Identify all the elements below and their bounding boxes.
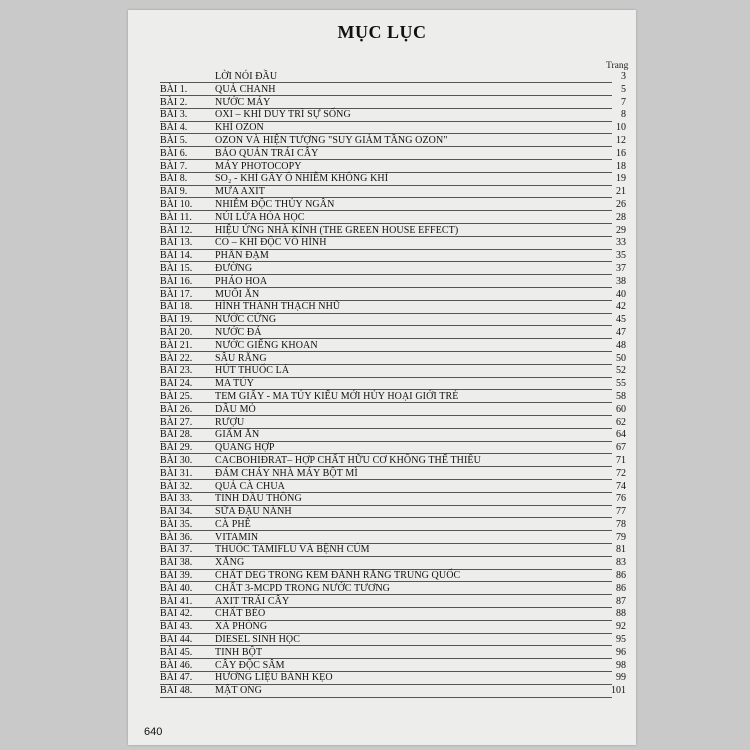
entry-number: BÀI 30.: [160, 454, 193, 466]
entry-title: SỮA ĐẬU NÀNH: [215, 506, 292, 518]
entry-number: BÀI 34.: [160, 506, 193, 518]
entry-title: QUANG HỢP: [215, 442, 275, 454]
entry-title: CHẤT 3-MCPD TRONG NƯỚC TƯƠNG: [215, 582, 391, 594]
toc-entry: [160, 84, 626, 97]
toc-entry: [160, 417, 626, 430]
entry-number: BÀI 42.: [160, 608, 193, 620]
table-of-contents: [160, 71, 626, 698]
toc-entry: [160, 596, 626, 609]
entry-title: BẢO QUẢN TRÁI CÂY: [215, 147, 319, 159]
entry-page: 33: [616, 237, 626, 249]
toc-entry: [160, 647, 626, 660]
entry-page: 60: [616, 403, 626, 415]
entry-number: BÀI 2.: [160, 96, 188, 108]
toc-entry: [160, 378, 626, 391]
toc-entry: [160, 672, 626, 685]
entry-page: 42: [616, 301, 626, 313]
entry-page: 87: [616, 595, 626, 607]
entry-title: VITAMIN: [215, 531, 259, 543]
entry-number: BÀI 38.: [160, 557, 193, 569]
entry-number: BÀI 46.: [160, 659, 193, 671]
entry-number: BÀI 40.: [160, 582, 193, 594]
entry-page: 29: [616, 224, 626, 236]
entry-title: SO₂ - KHÍ GÂY Ô NHIỄM KHÔNG KHÍ: [215, 173, 389, 185]
entry-title: MA TÚY: [215, 378, 255, 390]
toc-entry: [160, 685, 626, 698]
toc-entry: [160, 353, 626, 366]
entry-number: BÀI 27.: [160, 416, 193, 428]
entry-number: BÀI 29.: [160, 442, 193, 454]
entry-title: MƯA AXIT: [215, 186, 265, 198]
toc-entry: [160, 404, 626, 417]
toc-entry: [160, 186, 626, 199]
entry-number: BÀI 18.: [160, 301, 193, 313]
entry-title: KHÍ OZON: [215, 122, 264, 134]
toc-entry: [160, 250, 626, 263]
toc-entry: [160, 634, 626, 647]
entry-page: 35: [616, 250, 626, 262]
toc-entry: [160, 608, 626, 621]
entry-title: CACBOHIĐRAT– HỢP CHẤT HỮU CƠ KHÔNG THỂ THIẾU: [215, 454, 481, 466]
page-column-header: Trang: [606, 61, 629, 71]
toc-entry: [160, 506, 626, 519]
entry-title: PHÁO HOA: [215, 275, 268, 287]
entry-number: BÀI 24.: [160, 378, 193, 390]
entry-number: BÀI 33.: [160, 493, 193, 505]
entry-number: BÀI 39.: [160, 570, 193, 582]
entry-number: BÀI 12.: [160, 224, 193, 236]
entry-number: BÀI 47.: [160, 672, 193, 684]
book-page: [128, 10, 636, 745]
entry-title: QUẢ CÀ CHUA: [215, 480, 285, 492]
toc-entry: [160, 301, 626, 314]
toc-entry: [160, 173, 626, 186]
entry-page: 8: [621, 109, 626, 121]
entry-number: BÀI 19.: [160, 314, 193, 326]
entry-number: BÀI 16.: [160, 275, 193, 287]
entry-number: BÀI 45.: [160, 646, 193, 658]
entry-title: DIESEL SINH HỌC: [215, 634, 301, 646]
entry-page: 95: [616, 634, 626, 646]
entry-title: ĐÁM CHÁY NHÀ MÁY BỘT MÌ: [215, 467, 358, 479]
entry-title: SÂU RĂNG: [215, 352, 267, 364]
entry-page: 81: [616, 544, 626, 556]
entry-page: 3: [621, 71, 626, 82]
entry-title: QUẢ CHANH: [215, 83, 276, 95]
entry-page: 62: [616, 416, 626, 428]
entry-title: PHÂN ĐẠM: [215, 250, 269, 262]
entry-title: MÁY PHOTOCOPY: [215, 160, 302, 172]
entry-page: 86: [616, 582, 626, 594]
entry-page: 7: [621, 96, 626, 108]
entry-page: 12: [616, 134, 626, 146]
entry-number: BÀI 13.: [160, 237, 193, 249]
page-title: MỤC LỤC: [337, 22, 427, 42]
entry-title: NƯỚC MÁY: [215, 96, 271, 108]
entry-page: 77: [616, 506, 626, 518]
entry-number: BÀI 10.: [160, 198, 193, 210]
entry-number: BÀI 5.: [160, 134, 188, 146]
toc-entry: [160, 212, 626, 225]
toc-entry: [160, 557, 626, 570]
entry-number: BÀI 1.: [160, 83, 188, 95]
toc-entry: [160, 199, 626, 212]
entry-title: DẦU MỎ: [215, 403, 256, 415]
toc-entry: [160, 289, 626, 302]
entry-number: BÀI 31.: [160, 467, 193, 479]
toc-entry: [160, 314, 626, 327]
entry-number: BÀI 36.: [160, 531, 193, 543]
entry-title: TINH BỘT: [215, 646, 263, 658]
toc-entry: [160, 583, 626, 596]
toc-entry: [160, 519, 626, 532]
entry-page: 21: [616, 186, 626, 198]
entry-page: 92: [616, 621, 626, 633]
entry-page: 78: [616, 518, 626, 530]
entry-title: MUỐI ĂN: [215, 288, 260, 300]
toc-entry: [160, 148, 626, 161]
entry-number: BÀI 43.: [160, 621, 193, 633]
entry-page: 19: [616, 173, 626, 185]
entry-page: 40: [616, 288, 626, 300]
entry-title: XÀ PHÒNG: [215, 621, 268, 633]
entry-number: BÀI 21.: [160, 339, 193, 351]
entry-page: 83: [616, 557, 626, 569]
toc-entry: [160, 532, 626, 545]
entry-page: 101: [611, 685, 626, 697]
entry-title: NƯỚC ĐÁ: [215, 326, 262, 338]
entry-number: BÀI 22.: [160, 352, 193, 364]
entry-title: OXI – KHÍ DUY TRÌ SỰ SỐNG: [215, 109, 351, 121]
toc-entry: [160, 442, 626, 455]
toc-entry: [160, 327, 626, 340]
toc-entry: [160, 237, 626, 250]
entry-number: BÀI 15.: [160, 262, 193, 274]
entry-title: NÚI LỬA HÓA HỌC: [215, 211, 305, 223]
entry-title: CÂY ĐỘC SÂM: [215, 659, 285, 671]
entry-page: 72: [616, 467, 626, 479]
entry-page: 38: [616, 275, 626, 287]
toc-entry: [160, 97, 626, 110]
entry-title: MẬT ONG: [215, 685, 262, 697]
entry-number: BÀI 3.: [160, 109, 188, 121]
entry-page: 55: [616, 378, 626, 390]
entry-page: 10: [616, 122, 626, 134]
entry-page: 28: [616, 211, 626, 223]
entry-page: 74: [616, 480, 626, 492]
entry-title: HIỆU ỨNG NHÀ KÍNH (THE GREEN HOUSE EFFECT): [215, 224, 459, 236]
entry-number: BÀI 7.: [160, 160, 188, 172]
toc-entry: [160, 455, 626, 468]
entry-title: HÚT THUỐC LÁ: [215, 365, 290, 377]
entry-number: BÀI 35.: [160, 518, 193, 530]
entry-number: BÀI 6.: [160, 147, 188, 159]
entry-title: THUỐC TAMIFLU VÀ BỆNH CÚM: [215, 544, 370, 556]
toc-entry: [160, 391, 626, 404]
entry-page: 96: [616, 646, 626, 658]
entry-title: CHẤT DEG TRONG KEM ĐÁNH RĂNG TRUNG QUỐC: [215, 570, 461, 582]
entry-title: RƯỢU: [215, 416, 245, 428]
page-number: 640: [144, 726, 163, 738]
entry-title: CO – KHÍ ĐỘC VÔ HÌNH: [215, 237, 327, 249]
entry-page: 47: [616, 326, 626, 338]
toc-entry: [160, 481, 626, 494]
entry-number: BÀI 17.: [160, 288, 193, 300]
toc-entry: [160, 135, 626, 148]
entry-number: BÀI 28.: [160, 429, 193, 441]
entry-page: 48: [616, 339, 626, 351]
entry-number: BÀI 32.: [160, 480, 193, 492]
toc-entry: [160, 365, 626, 378]
entry-title: TEM GIẤY - MA TÚY KIỂU MỚI HỦY HOẠI GIỚI TRẺ: [215, 390, 459, 402]
entry-title: NƯỚC CỨNG: [215, 314, 277, 326]
toc-entry: [160, 621, 626, 634]
entry-title: OZON VÀ HIỆN TƯỢNG "SUY GIẢM TẦNG OZON": [215, 134, 448, 146]
toc-entry: [160, 225, 626, 238]
entry-number: BÀI 25.: [160, 390, 193, 402]
toc-entry: [160, 493, 626, 506]
entry-page: 58: [616, 390, 626, 402]
entry-number: BÀI 4.: [160, 122, 188, 134]
toc-entry: [160, 276, 626, 289]
entry-number: BÀI 20.: [160, 326, 193, 338]
entry-page: 88: [616, 608, 626, 620]
entry-number: BÀI 8.: [160, 173, 188, 185]
entry-page: 5: [621, 83, 626, 95]
entry-title: AXIT TRÁI CÂY: [215, 595, 290, 607]
entry-page: 18: [616, 160, 626, 172]
entry-title: HÌNH THÀNH THẠCH NHŨ: [215, 301, 341, 313]
entry-number: BÀI 11.: [160, 211, 192, 223]
entry-number: BÀI 14.: [160, 250, 193, 262]
entry-page: 79: [616, 531, 626, 543]
entry-page: 71: [616, 454, 626, 466]
entry-title: LỜI NÓI ĐẦU: [215, 71, 278, 82]
entry-number: BÀI 41.: [160, 595, 193, 607]
toc-entry: [160, 660, 626, 673]
toc-entry: [160, 263, 626, 276]
entry-number: BÀI 48.: [160, 685, 193, 697]
toc-entry: [160, 468, 626, 481]
entry-title: XĂNG: [215, 557, 245, 569]
toc-entry: [160, 161, 626, 174]
entry-page: 50: [616, 352, 626, 364]
entry-page: 52: [616, 365, 626, 377]
entry-title: TINH DẦU THÔNG: [215, 493, 302, 505]
entry-title: HƯƠNG LIỆU BÁNH KẸO: [215, 672, 333, 684]
entry-page: 26: [616, 198, 626, 210]
entry-page: 45: [616, 314, 626, 326]
toc-entry: [160, 544, 626, 557]
entry-number: BÀI 9.: [160, 186, 188, 198]
entry-number: BÀI 37.: [160, 544, 193, 556]
toc-entry: [160, 340, 626, 353]
entry-title: ĐƯỜNG: [215, 262, 253, 274]
entry-page: 67: [616, 442, 626, 454]
toc-entry: [160, 122, 626, 135]
entry-title: NƯỚC GIẾNG KHOAN: [215, 339, 318, 351]
entry-page: 98: [616, 659, 626, 671]
entry-page: 64: [616, 429, 626, 441]
toc-entry: [160, 570, 626, 583]
entry-page: 16: [616, 147, 626, 159]
entry-title: GIẤM ĂN: [215, 429, 260, 441]
entry-page: 76: [616, 493, 626, 505]
entry-title: CÀ PHÊ: [215, 518, 251, 530]
toc-entry: [160, 71, 626, 84]
entry-page: 99: [616, 672, 626, 684]
entry-number: BÀI 26.: [160, 403, 193, 415]
toc-entry: [160, 429, 626, 442]
entry-number: BÀI 44.: [160, 634, 193, 646]
entry-number: BÀI 23.: [160, 365, 193, 377]
entry-page: 86: [616, 570, 626, 582]
entry-title: NHIỄM ĐỘC THỦY NGÂN: [215, 198, 335, 210]
entry-page: 37: [616, 262, 626, 274]
entry-title: CHẤT BÉO: [215, 608, 266, 620]
toc-entry: [160, 109, 626, 122]
